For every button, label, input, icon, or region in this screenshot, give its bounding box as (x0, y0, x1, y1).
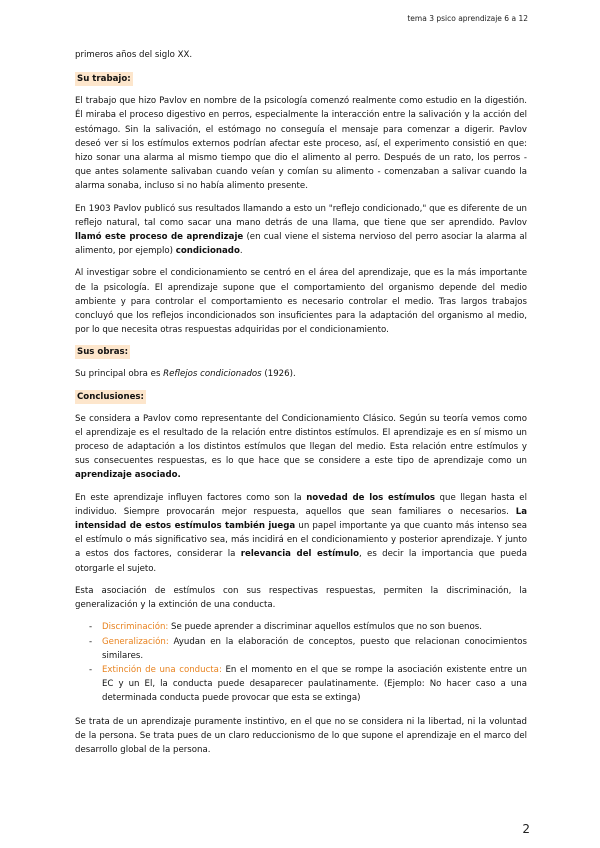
concept-list (75, 620, 527, 705)
paragraph-obras: Su principal obra es Reflejos condicionados (1926). (75, 369, 296, 380)
book-title: Reflejos condicionados (163, 369, 262, 380)
paragraph-trabajo-1: El trabajo que hizo Pavlov en nombre de la psicología comenzó realmente como estudio en la digestión. Él miraba el proceso digestivo en perros, especialmente la interacción entre la salivación y la acción del estómago. Sin la salivación, el estómago no conseguía el mensaje para comenzar a digerir. Pavlov deseó ver si los estímulos externos podrían afectar este proceso, así, el experimento consistió en que: hizo sonar una alarma al mismo tiempo que dio el alimento al perro. Después de un rato, los perros - que antes solamente salivaban cuando veían y comían su alimento - comenzaban a salivar cuando la alarma sonaba, incluso si no había alimento presente. (75, 96, 527, 192)
list-item-generalizacion: - Generalización: Ayudan en la elaboración de conceptos, puesto que relacionan conocimientos similares. (89, 636, 527, 661)
list-dash: - (89, 636, 93, 647)
heading-su-trabajo: Su trabajo: (77, 74, 131, 85)
term-extincion: Extinción de una conducta: (102, 664, 222, 675)
paragraph-conclusiones-4: Se trata de un aprendizaje puramente instintivo, en el que no se considera ni la libertad, ni la voluntad de la persona. Se trata pues de un claro reduccionismo de lo que supone el aprendizaje en el marco del desarrollo global de la persona. (75, 716, 527, 755)
list-dash: - (89, 664, 93, 675)
page-number: 2 (522, 822, 530, 836)
running-header: tema 3 psico aprendizaje 6 a 12 (407, 14, 528, 23)
paragraph-conclusiones-2: En este aprendizaje influyen factores como son la novedad de los estímulos que llegan hasta el individuo. Siempre provocarán mejor respuesta, aquellos que sean familiares o necesarios. La intensidad de estos estímulos también juega un papel importante ya que cuanto más intenso sea el estímulo o más significativo sea, más incidirá en el condicionamiento y posterior aprendizaje. Y junto a estos dos factores, considerar la relevancia del estímulo, es decir la importancia que pueda otorgarle el sujeto. (75, 492, 528, 574)
list-item-extincion: - Extinción de una conducta: En el momento en el que se rompe la asociación existente entre un EC y un El, la conducta puede desaparecer paulatinamente. (Ejemplo: No hacer caso a una determinada conducta puede provocar que esta se extinga) (89, 664, 527, 704)
heading-sus-obras: Sus obras: (77, 347, 129, 358)
paragraph-trabajo-3: Al investigar sobre el condicionamiento se centró en el área del aprendizaje, que es la más importante de la psicología. El aprendizaje supone que el comportamiento del organismo depende del medio ambiente y para controlar el comportamiento es necesario controlar el medio. Tras largos trabajos concluyó que los reflejos incondicionados son insuficientes para la adaptación del organismo al medio, por lo que necesita otras respuestas adquiridas por el condicionamiento. (75, 268, 527, 336)
document-body (75, 48, 527, 765)
paragraph-conclusiones-3: Esta asociación de estímulos con sus respectivas respuestas, permiten la discriminación, la generalización y la extinción de una conducta. (75, 585, 527, 611)
list-dash: - (89, 622, 93, 633)
heading-conclusiones: Conclusiones: (77, 391, 144, 402)
list-item-discriminacion: - Discriminación: Se puede aprender a discriminar aquellos estímulos que no son buenos. (75, 620, 527, 634)
paragraph-trabajo-2: En 1903 Pavlov publicó sus resultados llamando a esto un "reflejo condicionado," que es diferente de un reflejo natural, tal como sacar una mano detrás de una llama, que tiene que ser aprendido. Pavlov llamó este proceso de aprendizaje (en cual viene el sistema nervioso del perro asociar la alarma al alimento, por ejemplo) condicionado. (75, 203, 528, 257)
intro-line: primeros años del siglo XX. (75, 50, 193, 60)
term-generalizacion: Generalización: (102, 636, 169, 647)
term-discriminacion: Discriminación: (102, 622, 169, 633)
paragraph-conclusiones-1: Se considera a Pavlov como representante del Condicionamiento Clásico. Según su teoría vemos como el aprendizaje es el resultado de la relación entre distintos estímulos. El aprendizaje es en sí mismo un proceso de adaptación a los distintos estímulos que llegan del medio. Esta relación entre estímulos y sus consecuentes respuestas, es lo que hace que se considere a este tipo de aprendizaje como un aprendizaje asociado. (75, 413, 527, 481)
